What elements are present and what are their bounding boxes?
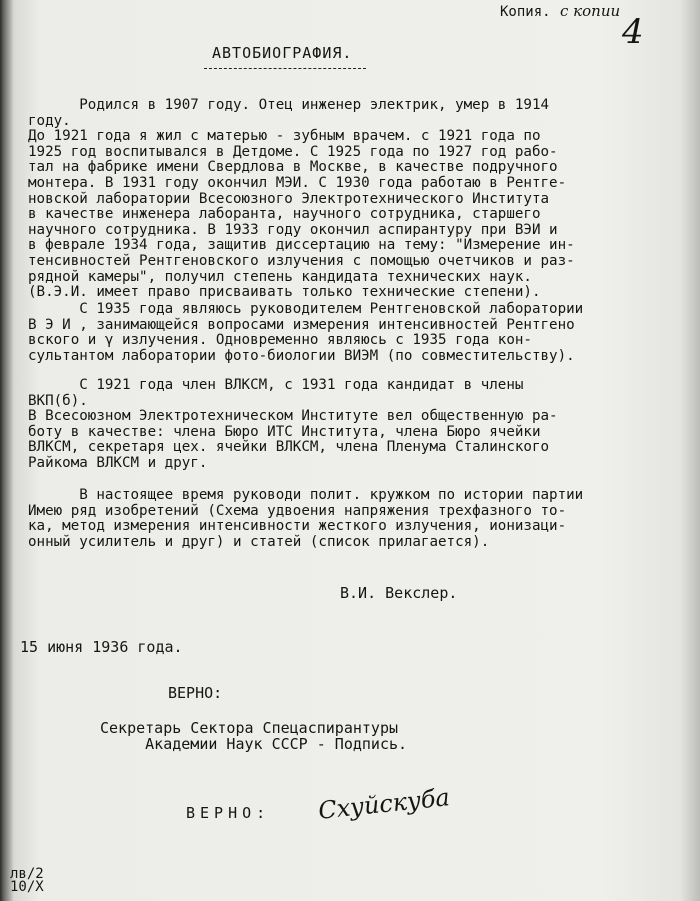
paragraph-lab-head: С 1935 года являюсь руководителем Рентгеновской лаборатории В Э И , занимающейся вопросами измерения интенсивностей Рентгено вского и γ излучения. Одновременно являюсь с 1935 года кон- сультантом лаборатории фото-биологии ВИЭМ (по совместительству). xyxy=(28,301,584,364)
secretary-line-1: Секретарь Сектора Спецаспирантуры xyxy=(100,719,399,737)
page-number-handwritten: 4 xyxy=(622,12,644,52)
copy-mark: Копия. xyxy=(500,4,551,20)
paragraph-early-life: Родился в 1907 году. Отец инженер электрик, умер в 1914 году. До 1921 года я жил с матерью - зубным врачем. с 1921 года по 1925 год воспитывался в Детдоме. С 1925 года по 1927 год рабо- тал на фабрике имени Свердлова в Москве, в качестве подручного монтера. В 1931 году окончил МЭИ. С 1930 года работаю в Рентге- новской лаборатории Всесоюзного Электротехнического Института в качестве инженера лаборанта, научного сотрудника, старшего научного сотрудника. В 1933 году окончил аспирантуру при ВЭИ и в феврале 1934 года, защитив диссертацию на тему: "Измерение ин- тенсивностей Рентгеновского излучения с помощью очетчиков и раз- рядной камеры", получил степень кандидата технических наук. (В.Э.И. имеет право присваивать только технические степени). xyxy=(28,97,575,301)
paragraph-party: С 1921 года член ВЛКСМ, с 1931 года кандидат в члены ВКП(б). В Всесоюзном Электротехническом Институте вел общественную ра- боту в качестве: члена Бюро ИТС Института, члена Бюро ячейки ВЛКСМ, секретаря цех. ячейки ВЛКСМ, члена Пленума Сталинского Райкома ВЛКСМ и друг. xyxy=(28,377,558,471)
document-title: АВТОБИОГРАФИЯ. xyxy=(212,44,353,62)
title-underline xyxy=(204,68,366,69)
secretary-line-2: Академии Наук СССР - Подпись. xyxy=(100,735,408,753)
author-signature-name: В.И. Векслер. xyxy=(340,584,458,602)
document-date: 15 июня 1936 года. xyxy=(20,638,183,656)
archive-line-1: лв/2 xyxy=(10,866,44,882)
verno-second-label: ВЕРНО: xyxy=(186,804,271,822)
secretary-block xyxy=(100,720,407,752)
archive-reference xyxy=(10,868,44,894)
handwritten-signature: Схуйскуба xyxy=(316,783,452,825)
copy-handwritten-note: с копии xyxy=(560,2,621,20)
archive-line-2: 10/Х xyxy=(10,879,44,895)
verno-label: ВЕРНО: xyxy=(168,684,223,702)
paragraph-inventions: В настоящее время руководи полит. кружком по истории партии Имею ряд изобретений (Схема удвоения напряжения трехфазного то- ка, метод измерения интенсивности жесткого излучения, ионизаци- онный усилитель и друг) и статей (список прилагается). xyxy=(28,487,584,550)
